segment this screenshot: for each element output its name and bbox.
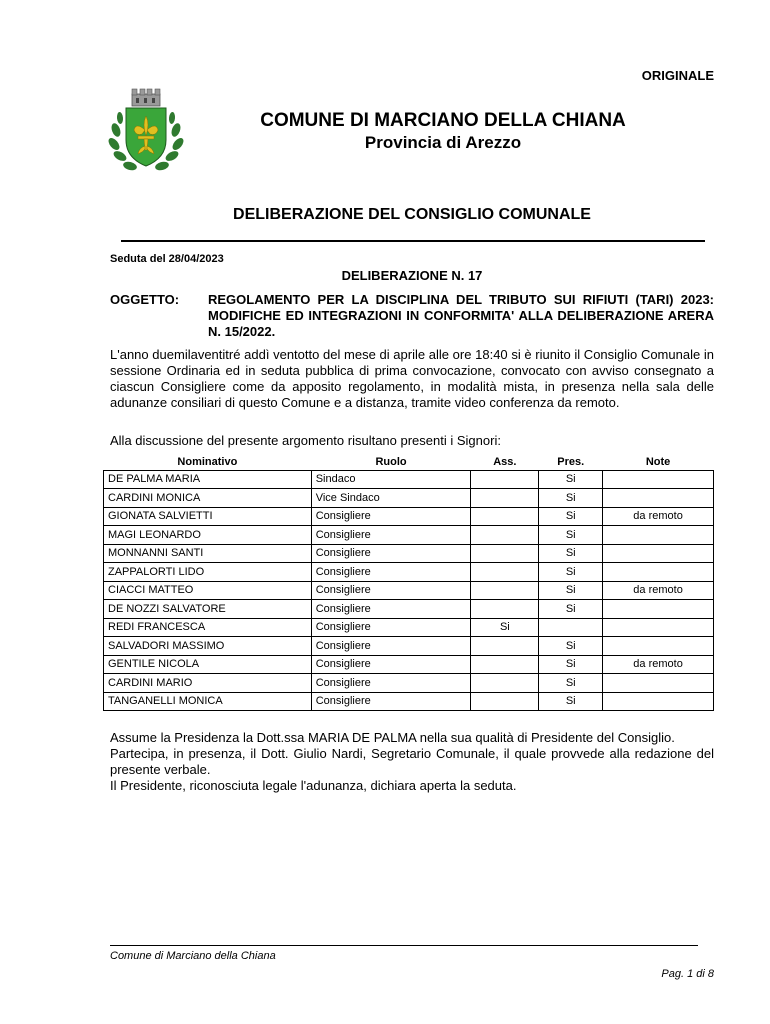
cell-notes xyxy=(603,526,714,545)
header-present: Pres. xyxy=(557,456,585,469)
cell-absent xyxy=(471,581,539,600)
cell-role: Consigliere xyxy=(311,600,471,619)
cell-absent xyxy=(471,526,539,545)
cell-role: Consigliere xyxy=(311,563,471,582)
cell-notes xyxy=(603,470,714,489)
cell-notes xyxy=(603,600,714,619)
cell-name: ZAPPALORTI LIDO xyxy=(104,563,312,582)
cell-role: Consigliere xyxy=(311,655,471,674)
header-notes: Note xyxy=(645,456,671,469)
table-row xyxy=(104,544,714,563)
cell-role: Consigliere xyxy=(311,618,471,637)
cell-role: Consigliere xyxy=(311,637,471,656)
table-row xyxy=(104,674,714,693)
cell-notes xyxy=(603,692,714,711)
cell-absent xyxy=(471,470,539,489)
table-row xyxy=(104,655,714,674)
cell-notes: da remoto xyxy=(603,507,714,526)
cell-absent xyxy=(471,563,539,582)
cell-name: TANGANELLI MONICA xyxy=(104,692,312,711)
cell-name: DE NOZZI SALVATORE xyxy=(104,600,312,619)
cell-present: Si xyxy=(539,526,603,545)
table-row xyxy=(104,563,714,582)
intro-paragraph: L'anno duemilaventitré addì ventotto del mese di aprile alle ore 18:40 si è riunito il Consiglio Comunale in sessione Ordinaria ed in seduta pubblica di prima convocazione, convocato con avviso consegnato a ciascun Consigliere come da apposito regolamento, in modalità mista, in presenza nella sala delle adunanze consiliari di questo Comune e a distanza, tramite video conferenza da remoto. xyxy=(110,347,714,410)
cell-present: Si xyxy=(539,674,603,693)
cell-role: Consigliere xyxy=(311,526,471,545)
session-date: Seduta del 28/04/2023 xyxy=(110,253,224,265)
cell-present: Si xyxy=(539,655,603,674)
cell-role: Consigliere xyxy=(311,692,471,711)
presidency-paragraph: Assume la Presidenza la Dott.ssa MARIA DE PALMA nella sua qualità di Presidente del Consiglio. xyxy=(110,730,675,745)
cell-notes xyxy=(603,489,714,508)
cell-role: Consigliere xyxy=(311,544,471,563)
table-row xyxy=(104,637,714,656)
closing-section xyxy=(110,730,714,794)
cell-role: Consigliere xyxy=(311,581,471,600)
title-divider xyxy=(121,240,705,242)
cell-absent xyxy=(471,637,539,656)
cell-notes: da remoto xyxy=(603,655,714,674)
cell-absent: Si xyxy=(471,618,539,637)
table-row xyxy=(104,618,714,637)
footer-municipality: Comune di Marciano della Chiana xyxy=(110,950,276,962)
cell-absent xyxy=(471,692,539,711)
table-row xyxy=(104,470,714,489)
cell-role: Sindaco xyxy=(311,470,471,489)
cell-role: Consigliere xyxy=(311,507,471,526)
cell-present: Si xyxy=(539,600,603,619)
cell-notes xyxy=(603,563,714,582)
cell-name: SALVADORI MASSIMO xyxy=(104,637,312,656)
cell-name: GIONATA SALVIETTI xyxy=(104,507,312,526)
footer-divider xyxy=(110,945,698,946)
cell-present: Si xyxy=(539,470,603,489)
header-role: Ruolo xyxy=(375,456,407,469)
cell-notes xyxy=(603,544,714,563)
table-row xyxy=(104,692,714,711)
cell-present: Si xyxy=(539,637,603,656)
cell-present: Si xyxy=(539,692,603,711)
page-number: Pag. 1 di 8 xyxy=(661,968,714,980)
header-absent: Ass. xyxy=(493,456,517,469)
province-name: Provincia di Arezzo xyxy=(364,133,522,152)
cell-absent xyxy=(471,655,539,674)
municipality-name: COMUNE DI MARCIANO DELLA CHIANA xyxy=(260,110,626,131)
cell-name: CIACCI MATTEO xyxy=(104,581,312,600)
cell-name: MAGI LEONARDO xyxy=(104,526,312,545)
secretary-paragraph: Partecipa, in presenza, il Dott. Giulio Nardi, Segretario Comunale, il quale provvede alla redazione del presente verbale. xyxy=(110,746,714,777)
cell-notes xyxy=(603,637,714,656)
cell-role: Vice Sindaco xyxy=(311,489,471,508)
original-stamp: ORIGINALE xyxy=(641,68,714,83)
cell-present xyxy=(539,618,603,637)
table-row xyxy=(104,489,714,508)
attendance-header-row xyxy=(104,455,714,470)
document-title: DELIBERAZIONE DEL CONSIGLIO COMUNALE xyxy=(233,206,591,223)
cell-absent xyxy=(471,544,539,563)
cell-name: MONNANNI SANTI xyxy=(104,544,312,563)
cell-present: Si xyxy=(539,544,603,563)
header-name: Nominativo xyxy=(177,456,238,469)
cell-absent xyxy=(471,674,539,693)
subject-text: REGOLAMENTO PER LA DISCIPLINA DEL TRIBUTO SUI RIFIUTI (TARI) 2023: MODIFICHE ED INTEGRAZIONI IN CONFORMITA' ALLA DELIBERAZIONE ARERA N. 15/2022. xyxy=(208,292,714,339)
subject-label: OGGETTO: xyxy=(110,292,180,307)
cell-name: CARDINI MARIO xyxy=(104,674,312,693)
cell-present: Si xyxy=(539,563,603,582)
table-row xyxy=(104,507,714,526)
cell-notes xyxy=(603,618,714,637)
cell-present: Si xyxy=(539,507,603,526)
cell-name: DE PALMA MARIA xyxy=(104,470,312,489)
opening-paragraph: Il Presidente, riconosciuta legale l'adunanza, dichiara aperta la seduta. xyxy=(110,778,517,793)
present-intro: Alla discussione del presente argomento risultano presenti i Signori: xyxy=(110,433,501,448)
table-row xyxy=(104,581,714,600)
table-row xyxy=(104,600,714,619)
cell-notes: da remoto xyxy=(603,581,714,600)
cell-present: Si xyxy=(539,489,603,508)
cell-absent xyxy=(471,489,539,508)
cell-role: Consigliere xyxy=(311,674,471,693)
attendance-table xyxy=(103,455,714,711)
deliberation-number: DELIBERAZIONE N. 17 xyxy=(341,268,483,283)
cell-present: Si xyxy=(539,581,603,600)
cell-notes xyxy=(603,674,714,693)
cell-name: CARDINI MONICA xyxy=(104,489,312,508)
cell-absent xyxy=(471,600,539,619)
cell-absent xyxy=(471,507,539,526)
cell-name: GENTILE NICOLA xyxy=(104,655,312,674)
cell-name: REDI FRANCESCA xyxy=(104,618,312,637)
table-row xyxy=(104,526,714,545)
crest-crown xyxy=(132,89,160,106)
